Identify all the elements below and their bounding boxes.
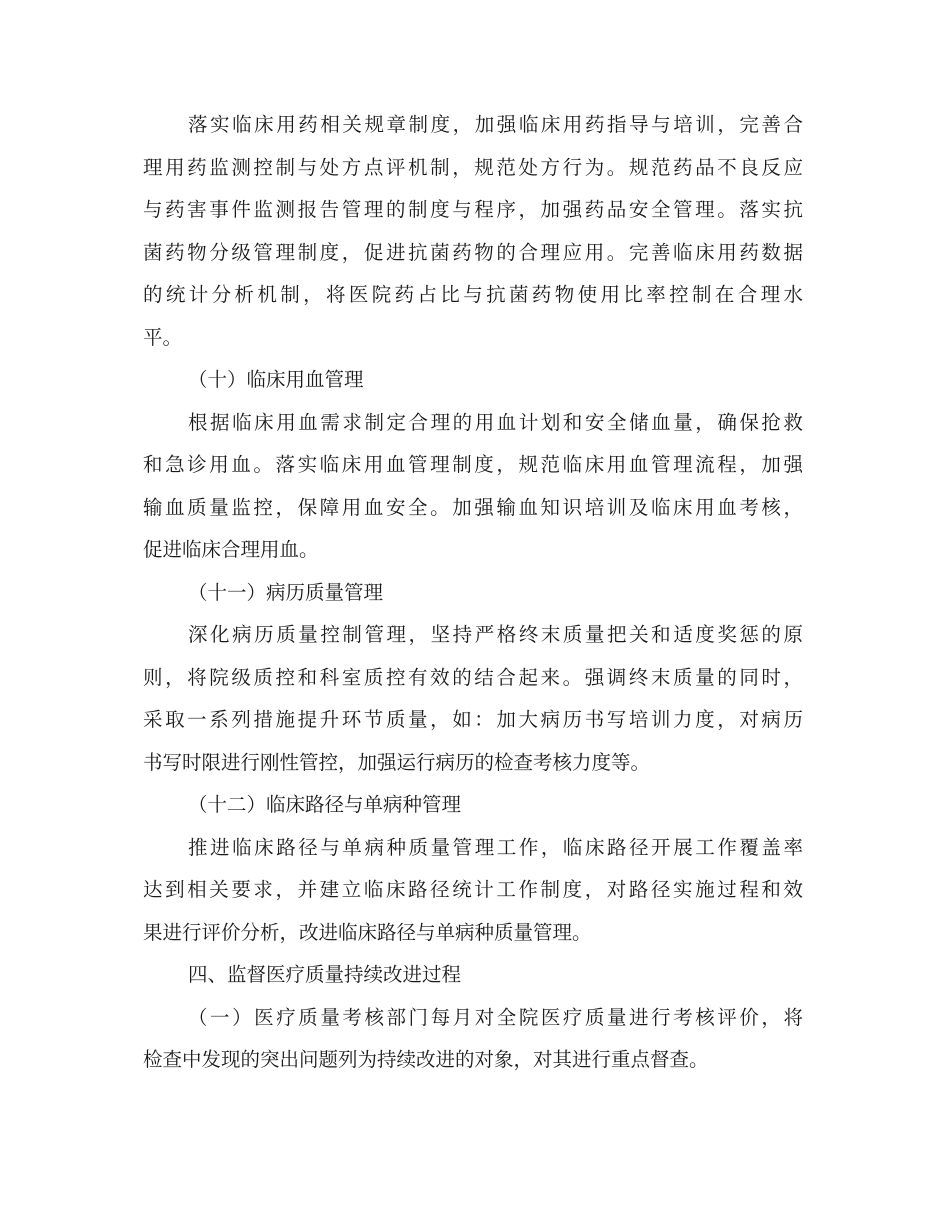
paragraph-line: 菌药物分级管理制度，促进抗菌药物的合理应用。完善临床用药数据 bbox=[143, 240, 803, 264]
paragraph-line: 则，将院级质控和科室质控有效的结合起来。强调终末质量的同时， bbox=[143, 665, 803, 689]
paragraph-line: 采取一系列措施提升环节质量，如：加大病历书写培训力度，对病历 bbox=[143, 708, 803, 731]
paragraph-line: 理用药监测控制与处方点评机制，规范处方行为。规范药品不良反应 bbox=[143, 155, 803, 179]
heading-text: 四、监督医疗质量持续改进过程 bbox=[188, 963, 462, 986]
paragraph-line: （一）医疗质量考核部门每月对全院医疗质量进行考核评价，将 bbox=[188, 1005, 803, 1029]
paragraph-line: 促进临床合理用血。 bbox=[143, 538, 319, 561]
paragraph-line: 输血质量监控，保障用血安全。加强输血知识培训及临床用血考核， bbox=[143, 495, 803, 519]
heading-text: （十）临床用血管理 bbox=[188, 368, 364, 391]
paragraph-line: 和急诊用血。落实临床用血管理制度，规范临床用血管理流程，加强 bbox=[143, 453, 803, 476]
paragraph bbox=[143, 997, 803, 1082]
heading-text: （十一）病历质量管理 bbox=[188, 580, 384, 604]
paragraph-line: 达到相关要求，并建立临床路径统计工作制度，对路径实施过程和效 bbox=[143, 878, 803, 901]
paragraph-line: 的统计分析机制，将医院药占比与抗菌药物使用比率控制在合理水 bbox=[143, 283, 803, 306]
paragraph-line: 深化病历质量控制管理，坚持严格终末质量把关和适度奖惩的原 bbox=[188, 623, 803, 646]
paragraph bbox=[143, 827, 803, 955]
paragraph-line: 根据临床用血需求制定合理的用血计划和安全储血量，确保抢救 bbox=[188, 410, 803, 434]
section-heading bbox=[143, 784, 803, 827]
paragraph-line: 与药害事件监测报告管理的制度与程序，加强药品安全管理。落实抗 bbox=[143, 198, 803, 221]
paragraph bbox=[143, 104, 803, 359]
paragraph-line: 果进行评价分析，改进临床路径与单病种质量管理。 bbox=[143, 920, 592, 944]
paragraph-line: 推进临床路径与单病种质量管理工作，临床路径开展工作覆盖率 bbox=[188, 835, 803, 859]
section-heading bbox=[143, 954, 803, 997]
section-heading bbox=[143, 572, 803, 615]
paragraph-line: 平。 bbox=[143, 325, 183, 349]
document-body bbox=[143, 104, 803, 1082]
paragraph-line: 书写时限进行刚性管控，加强运行病历的检查考核力度等。 bbox=[143, 750, 651, 774]
heading-text: （十二）临床路径与单病种管理 bbox=[188, 793, 462, 816]
paragraph-line: 落实临床用药相关规章制度，加强临床用药指导与培训，完善合 bbox=[188, 113, 803, 136]
paragraph bbox=[143, 614, 803, 784]
section-heading bbox=[143, 359, 803, 402]
paragraph-line: 检查中发现的突出问题列为持续改进的对象，对其进行重点督查。 bbox=[143, 1048, 709, 1071]
paragraph bbox=[143, 402, 803, 572]
